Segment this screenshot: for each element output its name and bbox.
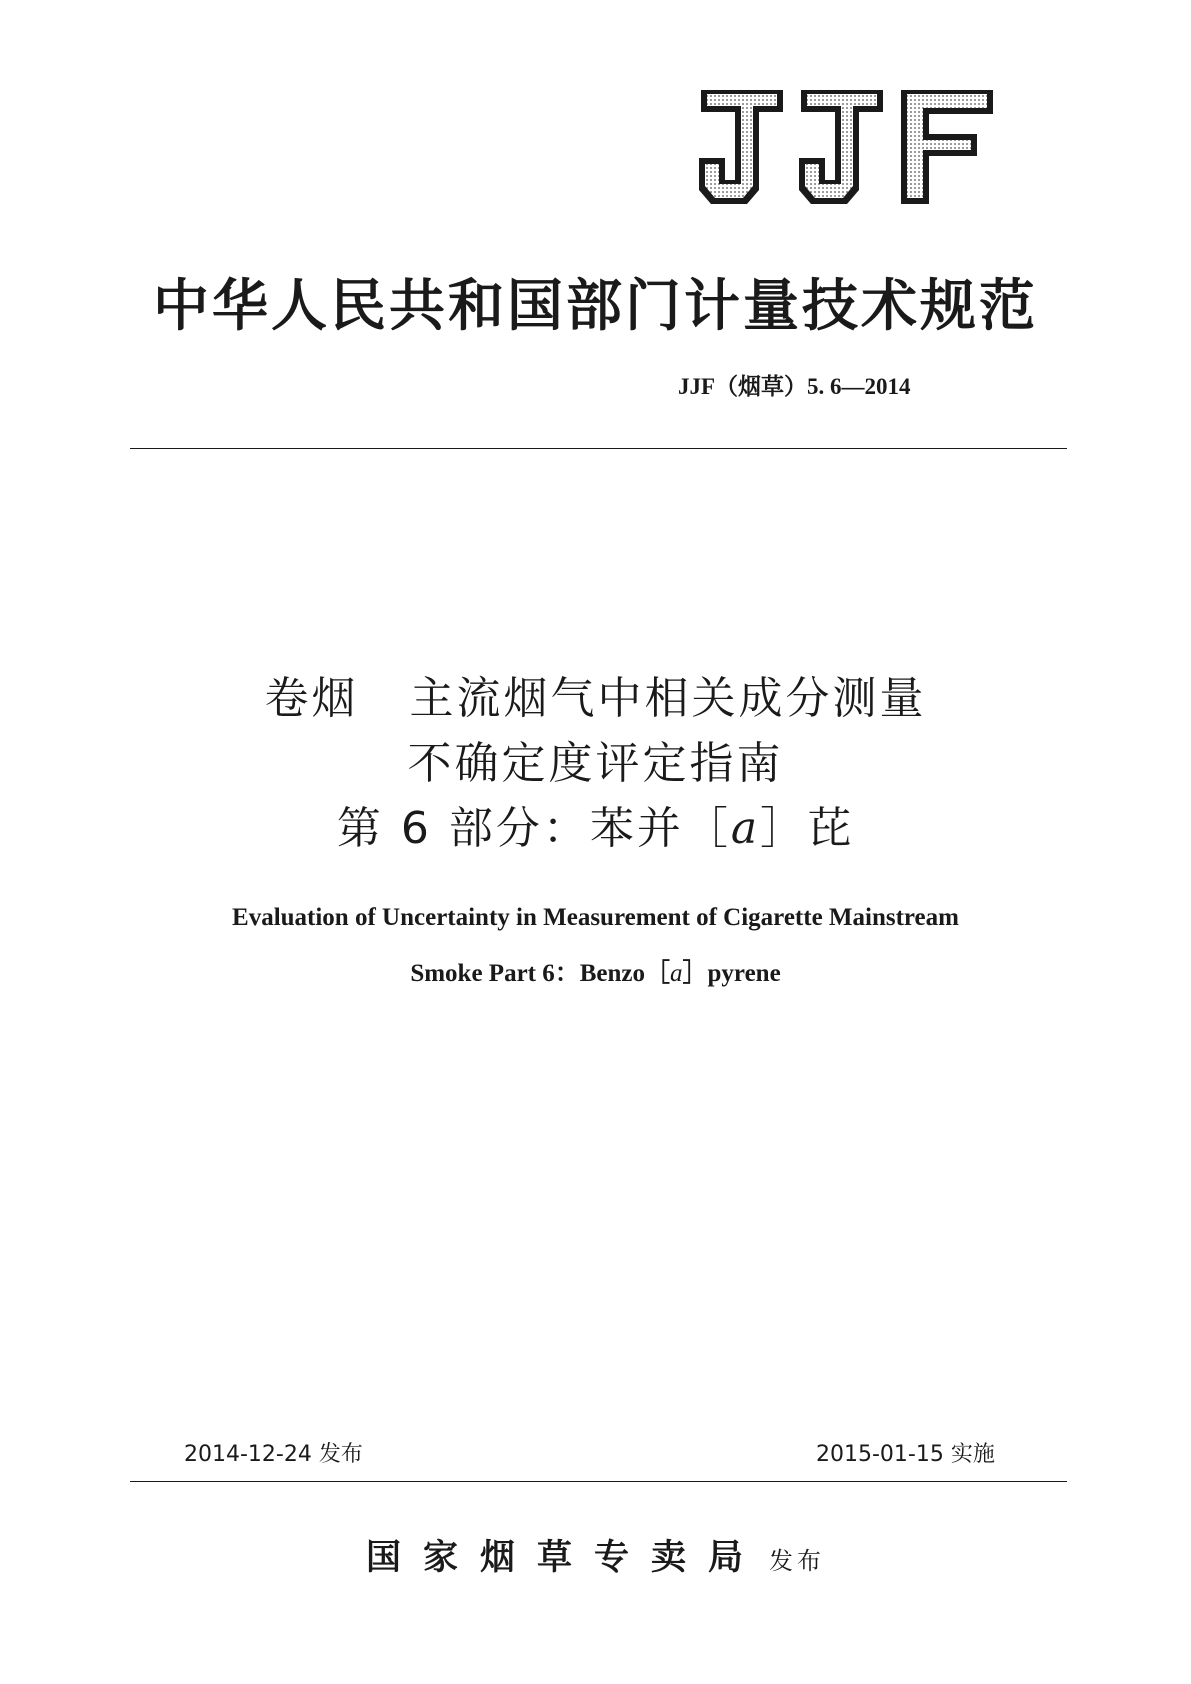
english-title-line2 bbox=[0, 953, 1191, 989]
english-title-line2-italic: a bbox=[670, 960, 683, 987]
implement-date: 2015-01-15 实施 bbox=[816, 1442, 995, 1467]
main-title: 中华人民共和国部门计量技术规范 bbox=[153, 273, 1038, 339]
document-title-line3 bbox=[0, 792, 1191, 856]
jjf-logo bbox=[697, 86, 997, 208]
issuer bbox=[0, 1530, 1191, 1580]
divider-top bbox=[130, 448, 1067, 449]
publish-date: 2014-12-24 发布 bbox=[184, 1442, 363, 1467]
document-title-line3-prefix: 第 6 部分：苯并［ bbox=[336, 803, 731, 854]
english-title-line2-suffix: ］pyrene bbox=[682, 960, 781, 987]
issuer-action: 发布 bbox=[769, 1547, 825, 1575]
issuer-org: 国家烟草专卖局 bbox=[365, 1537, 765, 1578]
english-title-line2-prefix: Smoke Part 6：Benzo［ bbox=[410, 960, 671, 987]
standard-code: JJF（烟草）5. 6—2014 bbox=[678, 374, 911, 399]
document-title-line1: 卷烟 主流烟气中相关成分测量 bbox=[264, 673, 927, 724]
divider-bottom bbox=[130, 1481, 1067, 1482]
document-title-line3-suffix: ］芘 bbox=[760, 803, 855, 854]
document-title-line2: 不确定度评定指南 bbox=[407, 738, 784, 789]
english-title-line1: Evaluation of Uncertainty in Measurement of Cigarette Mainstream bbox=[232, 904, 959, 931]
document-title-line3-italic: a bbox=[730, 803, 761, 854]
